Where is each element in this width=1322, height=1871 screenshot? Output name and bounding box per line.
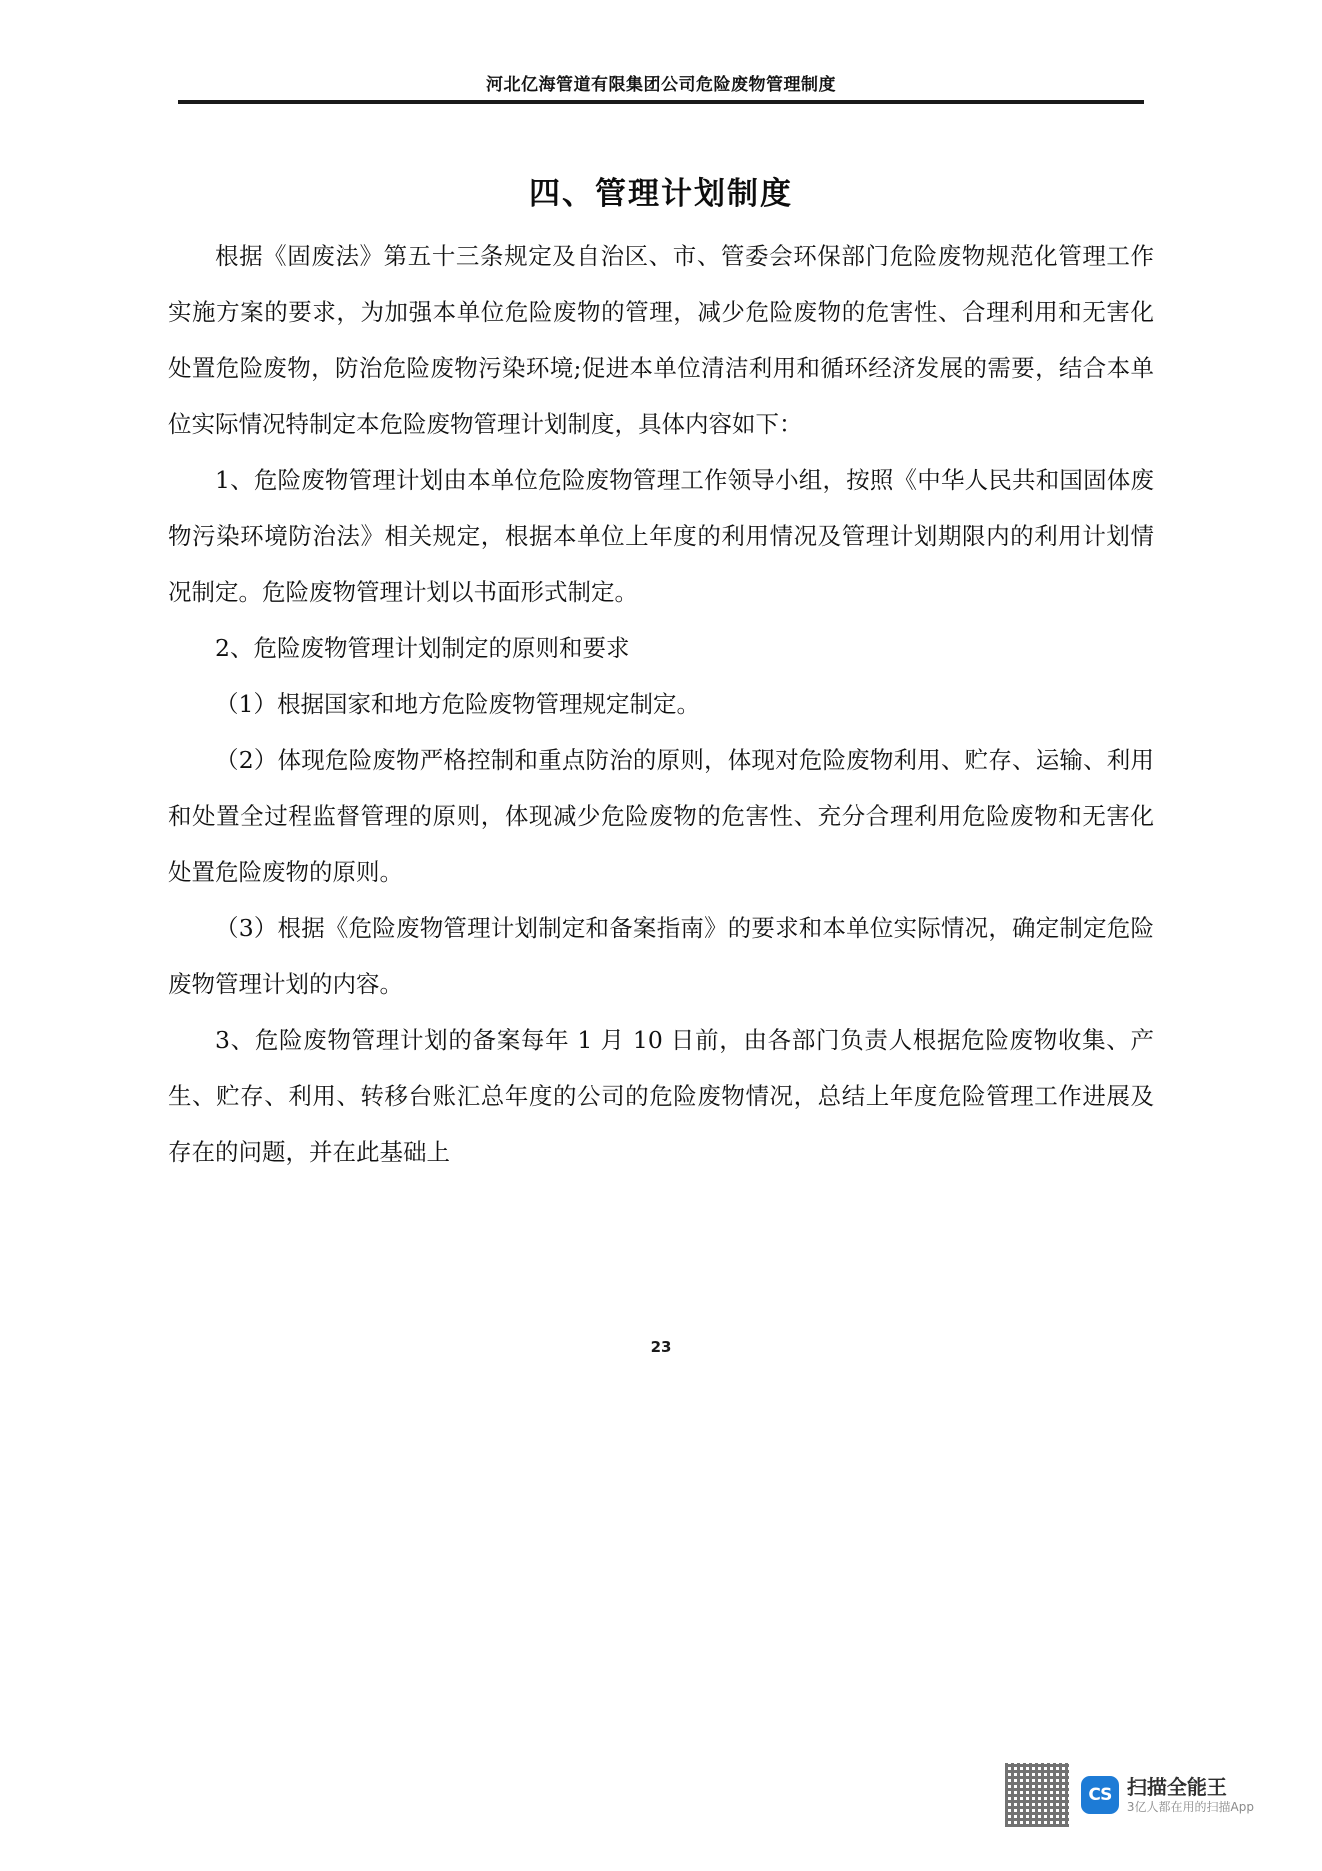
- section-title: 四、管理计划制度: [529, 176, 793, 212]
- watermark-text: [1127, 1775, 1254, 1815]
- paragraph: 1、危险废物管理计划由本单位危险废物管理工作领导小组，按照《中华人民共和国固体废物污染环境防治法》相关规定，根据本单位上年度的利用情况及管理计划期限内的利用计划情况制定。危险废物管理计划以书面形式制定。: [168, 466, 1154, 606]
- page-number: 23: [650, 1338, 672, 1356]
- watermark-tagline: 3亿人都在用的扫描App: [1126, 1800, 1254, 1814]
- document-body: [168, 228, 1154, 1180]
- paragraph: 3、危险废物管理计划的备案每年 1 月 10 日前，由各部门负责人根据危险废物收集、产生、贮存、利用、转移台账汇总年度的公司的危险废物情况，总结上年度危险管理工作进展及存在的问题，并在此基础上: [168, 1026, 1154, 1166]
- paragraph: （2）体现危险废物严格控制和重点防治的原则，体现对危险废物利用、贮存、运输、利用和处置全过程监督管理的原则，体现减少危险废物的危害性、充分合理利用危险废物和无害化处置危险废物的原则。: [168, 746, 1154, 886]
- page-header: [0, 70, 1322, 95]
- qr-code-icon: [1005, 1763, 1069, 1827]
- running-title: 河北亿海管道有限集团公司危险废物管理制度: [486, 75, 836, 95]
- paragraph: （1）根据国家和地方危险废物管理规定制定。: [215, 690, 700, 718]
- camscanner-logo-icon: CS: [1081, 1776, 1119, 1814]
- paragraph: 根据《固废法》第五十三条规定及自治区、市、管委会环保部门危险废物规范化管理工作实施方案的要求，为加强本单位危险废物的管理，减少危险废物的危害性、合理利用和无害化处置危险废物，防治危险废物污染环境;促进本单位清洁利用和循环经济发展的需要，结合本单位实际情况特制定本危险废物管理计划制度，具体内容如下：: [168, 242, 1154, 438]
- watermark-brand-name: 扫描全能王: [1126, 1775, 1227, 1799]
- scanner-watermark: [1005, 1763, 1254, 1827]
- paragraph: （3）根据《危险废物管理计划制定和备案指南》的要求和本单位实际情况，确定制定危险废物管理计划的内容。: [168, 914, 1154, 998]
- watermark-brand: [1081, 1775, 1254, 1815]
- header-divider: [178, 100, 1144, 103]
- paragraph: 2、危险废物管理计划制定的原则和要求: [215, 634, 630, 662]
